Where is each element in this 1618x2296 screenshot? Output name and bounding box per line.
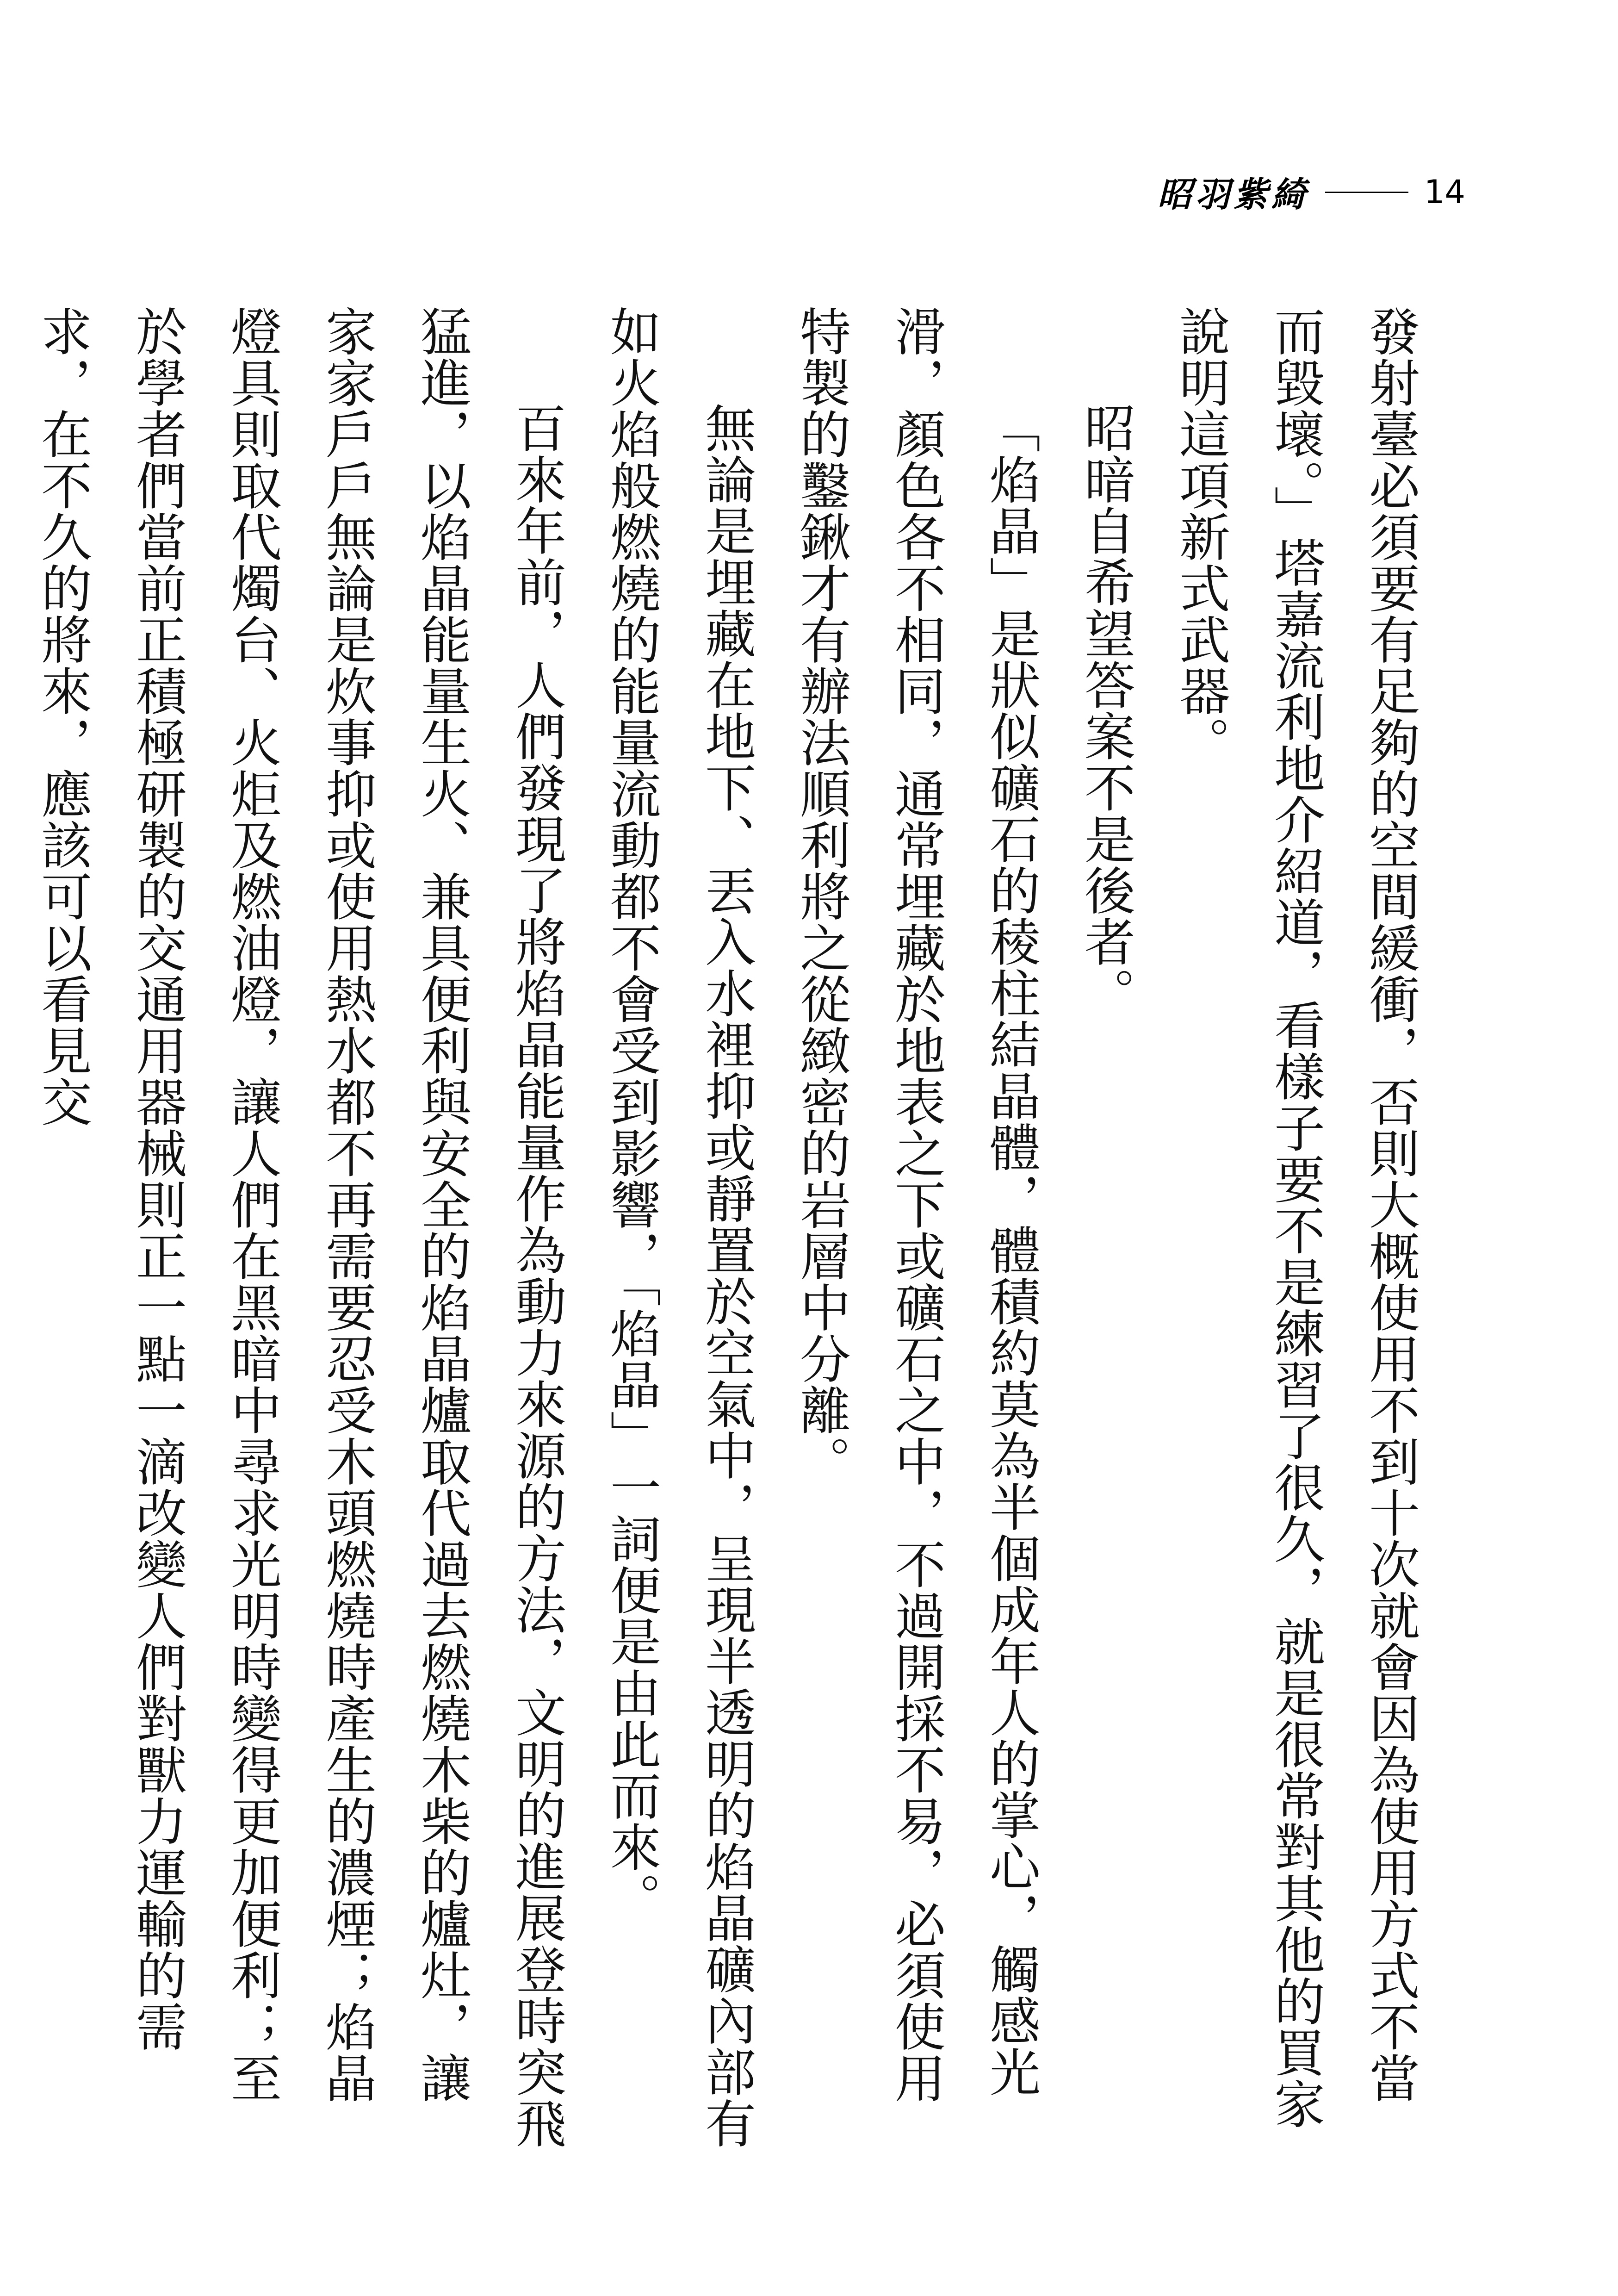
header-rule [1325, 192, 1408, 193]
paragraph: 昭暗自希望答案不是後者。 [1076, 402, 1135, 1019]
paragraph: 發射臺必須要有足夠的空間緩衝，否則大概使用不到十次就會因為使用方式不當而毀壞。」塔嘉流利地介紹道，看樣子要不是練習了很久，就是很常對其他的買家說明這項新式武器。 [1171, 305, 1420, 2129]
paragraph: 無論是埋藏在地下、丟入水裡抑或靜置於空氣中，呈現半透明的焰晶礦內部有如火焰般燃燒的能量流動都不會受到影響，「焰晶」一詞便是由此而來。 [602, 305, 756, 2149]
paragraph: 「焰晶」是狀似礦石的稜柱結晶體，體積約莫為半個成年人的掌心，觸感光滑，顏色各不相同，通常埋藏於地表之下或礦石之中，不過開採不易，必須使用特製的鑿鍬才有辦法順利將之從緻密的岩層中分離。 [792, 305, 1041, 2103]
body-text [33, 305, 1438, 2152]
book-title: 昭羽紫綺 [1157, 175, 1309, 215]
paragraph: 百來年前，人們發現了將焰晶能量作為動力來源的方法，文明的進展登時突飛猛進，以焰晶能量生火、兼具便利與安全的焰晶爐取代過去燃燒木柴的爐灶，讓家家戶戶無論是炊事抑或使用熱水都不再需要忍受木頭燃燒時產生的濃煙；焰晶燈具則取代燭台、火炬及燃油燈，讓人們在黑暗中尋求光明時變得更加便利；至於學者們當前正積極研製的交通用器械則正一點一滴改變人們對獸力運輸的需求，在不久的將來，應該可以看見交 [33, 305, 566, 2149]
running-header [1158, 167, 1465, 218]
page-number: 14 [1424, 173, 1465, 211]
